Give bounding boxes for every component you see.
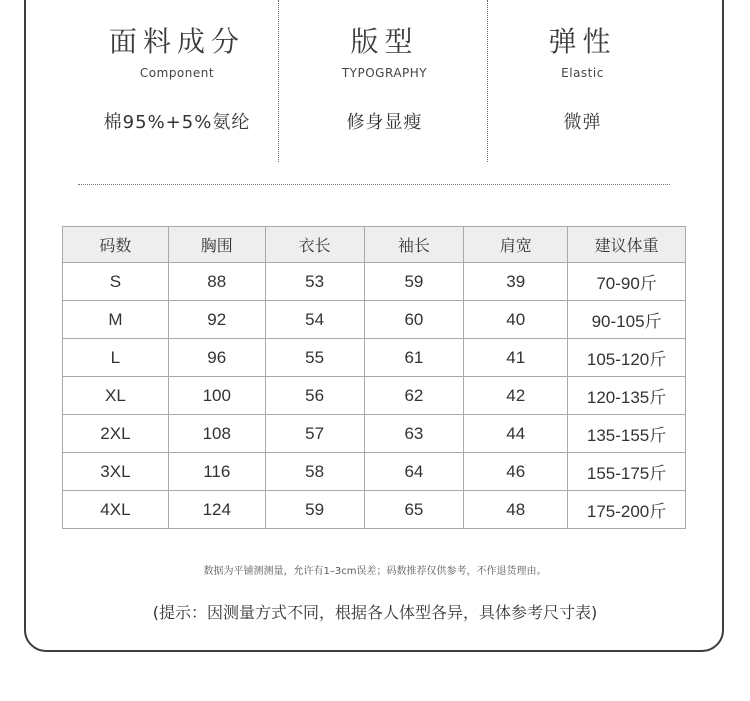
cell-chest: 88 [168, 263, 265, 301]
cell-size: M [63, 301, 169, 339]
cell-weight: 175-200斤 [568, 491, 686, 529]
cell-sleeve: 63 [364, 415, 464, 453]
cell-size: L [63, 339, 169, 377]
attribute-value: 棉95%+5%氨纶 [103, 112, 251, 133]
cell-length: 54 [265, 301, 364, 339]
cell-sleeve: 61 [364, 339, 464, 377]
cell-size: 3XL [63, 453, 169, 491]
attribute-subtitle: Component [139, 66, 215, 80]
cell-sleeve: 64 [364, 453, 464, 491]
header-size: 码数 [63, 227, 169, 263]
table-row [63, 301, 686, 339]
cell-shoulder: 39 [464, 263, 568, 301]
cell-shoulder: 41 [464, 339, 568, 377]
cell-chest: 92 [168, 301, 265, 339]
cell-weight: 90-105斤 [568, 301, 686, 339]
cell-size: 2XL [63, 415, 169, 453]
column-divider [487, 0, 488, 162]
cell-length: 59 [265, 491, 364, 529]
table-header-row [63, 227, 686, 263]
cell-chest: 108 [168, 415, 265, 453]
attribute-title: 面料成分 [108, 25, 245, 58]
cell-size: S [63, 263, 169, 301]
table-row [63, 377, 686, 415]
header-sleeve: 袖长 [364, 227, 464, 263]
size-tip: (提示：因测量方式不同，根据各人体型各异，具体参考尺寸表) [152, 603, 598, 622]
header-chest: 胸围 [168, 227, 265, 263]
cell-chest: 96 [168, 339, 265, 377]
header-length: 衣长 [265, 227, 364, 263]
cell-sleeve: 65 [364, 491, 464, 529]
cell-shoulder: 46 [464, 453, 568, 491]
size-table [62, 226, 686, 529]
cell-weight: 105-120斤 [568, 339, 686, 377]
attribute-value: 修身显瘦 [346, 112, 423, 133]
attribute-title: 弹性 [548, 25, 617, 58]
table-row [63, 339, 686, 377]
cell-length: 56 [265, 377, 364, 415]
table-row [63, 415, 686, 453]
cell-length: 57 [265, 415, 364, 453]
cell-shoulder: 42 [464, 377, 568, 415]
table-row [63, 263, 686, 301]
cell-weight: 155-175斤 [568, 453, 686, 491]
attribute-title: 版型 [350, 25, 419, 58]
attribute-value: 微弹 [563, 112, 602, 133]
cell-sleeve: 59 [364, 263, 464, 301]
header-weight: 建议体重 [568, 227, 686, 263]
cell-weight: 70-90斤 [568, 263, 686, 301]
cell-chest: 100 [168, 377, 265, 415]
attribute-subtitle: Elastic [561, 66, 604, 80]
cell-shoulder: 40 [464, 301, 568, 339]
cell-shoulder: 48 [464, 491, 568, 529]
measurement-note: 数据为平铺测测量，允许有1–3cm误差；码数推荐仅供参考，不作退货理由。 [203, 566, 547, 577]
cell-size: XL [63, 377, 169, 415]
cell-size: 4XL [63, 491, 169, 529]
cell-weight: 135-155斤 [568, 415, 686, 453]
table-row [63, 491, 686, 529]
cell-length: 55 [265, 339, 364, 377]
column-divider [278, 0, 279, 162]
cell-shoulder: 44 [464, 415, 568, 453]
cell-sleeve: 60 [364, 301, 464, 339]
cell-length: 58 [265, 453, 364, 491]
cell-chest: 124 [168, 491, 265, 529]
cell-sleeve: 62 [364, 377, 464, 415]
cell-length: 53 [265, 263, 364, 301]
section-divider [78, 184, 670, 185]
table-row [63, 453, 686, 491]
header-shoulder: 肩宽 [464, 227, 568, 263]
cell-weight: 120-135斤 [568, 377, 686, 415]
attribute-subtitle: TYPOGRAPHY [341, 66, 428, 80]
cell-chest: 116 [168, 453, 265, 491]
